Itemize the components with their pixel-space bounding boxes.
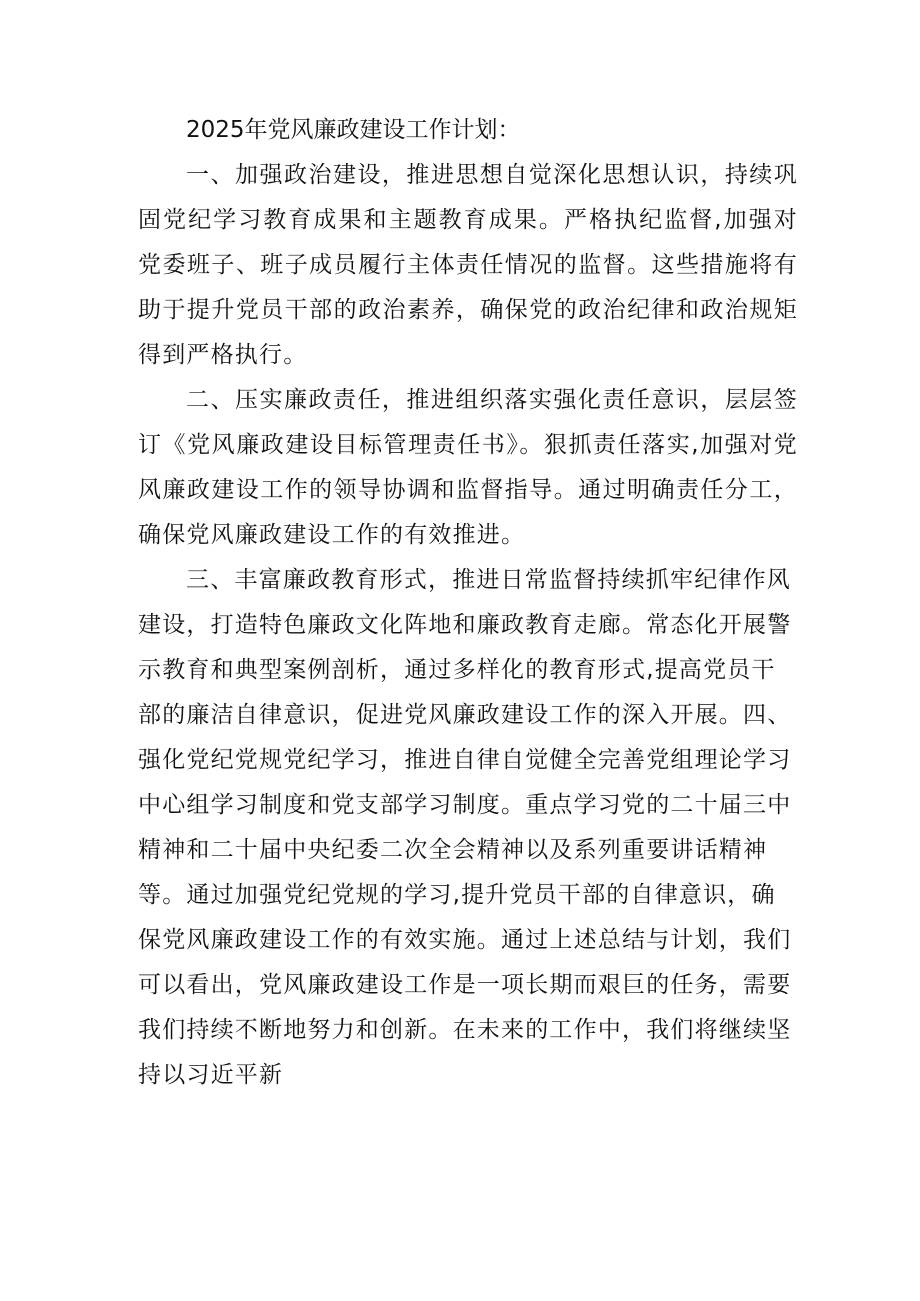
document-title: 2025年党风廉政建设工作计划： — [186, 117, 521, 143]
paragraph-education-and-discipline: 三、丰富廉政教育形式，推进日常监督持续抓牢纪律作风建设，打造特色廉政文化阵地和廉政教育走廊。常态化开展警示教育和典型案例剖析，通过多样化的教育形式,提高党员干部的廉洁自律意识，促进党风廉政建设工作的深入开展。四、强化党纪党规党纪学习，推进自律自觉健全完善党组理论学习中心组学习制度和党支部学习制度。重点学习党的二十届三中精神和二十届中央纪委二次全会精神以及系列重要讲话精神等。通过加强党纪党规的学习,提升党员干部的自律意识，确保党风廉政建设工作的有效实施。通过上述总结与计划，我们可以看出，党风廉政建设工作是一项长期而艰巨的任务，需要我们持续不断地努力和创新。在未来的工作中，我们将继续坚持以习近平新 — [138, 567, 792, 1088]
paragraph-responsibility: 二、压实廉政责任，推进组织落实强化责任意识，层层签订《党风廉政建设目标管理责任书》。狠抓责任落实,加强对党风廉政建设工作的领导协调和监督指导。通过明确责任分工，确保党风廉政建设工作的有效推进。 — [138, 387, 798, 548]
paragraph-political-building: 一、加强政治建设，推进思想自觉深化思想认识，持续巩固党纪学习教育成果和主题教育成果。严格执纪监督,加强对党委班子、班子成员履行主体责任情况的监督。这些措施将有助于提升党员干部的政治素养，确保党的政治纪律和政治规矩得到严格执行。 — [138, 162, 798, 368]
document-body — [138, 108, 798, 1098]
